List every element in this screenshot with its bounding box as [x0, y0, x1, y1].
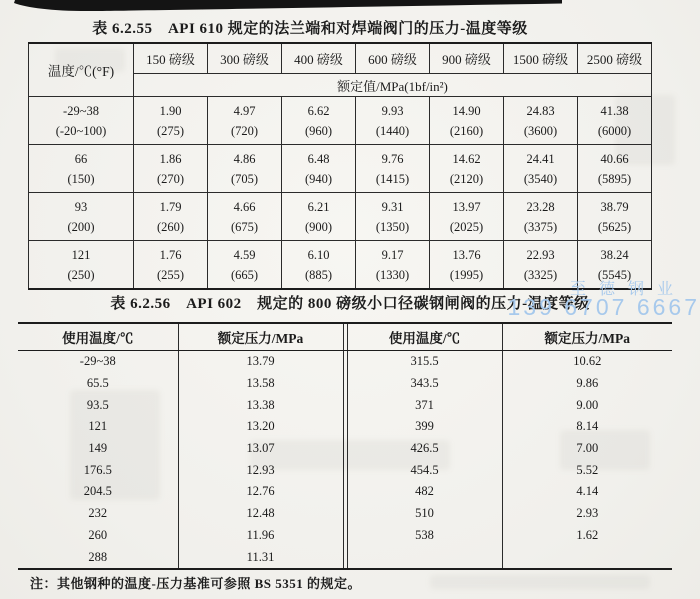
class-header-cell: 600 磅级	[356, 43, 430, 74]
value-cell	[578, 97, 652, 145]
pressure-temperature-rating-table-api602	[18, 322, 672, 570]
table-row	[29, 43, 652, 74]
psi-value: (665)	[230, 267, 259, 282]
temp-cell: 538	[415, 527, 434, 542]
value-cell	[504, 193, 578, 241]
mpa-value: 22.93	[526, 247, 555, 262]
psi-value: (270)	[156, 171, 185, 186]
pressure-cell: 4.14	[502, 481, 672, 503]
psi-value: (885)	[304, 267, 333, 282]
class-header-cell: 400 磅级	[282, 43, 356, 74]
mpa-value: 9.17	[381, 247, 404, 262]
value-cell	[208, 241, 282, 290]
mpa-value: 13.97	[452, 199, 481, 214]
pressure-cell: 12.93	[246, 462, 275, 477]
mpa-value: 9.31	[381, 199, 404, 214]
pressure-cell: 13.79	[246, 354, 275, 369]
bleedthrough-smudge	[430, 575, 650, 589]
mpa-value: 23.28	[526, 199, 555, 214]
psi-value: (1350)	[375, 219, 410, 234]
mpa-value: 9.76	[381, 151, 404, 166]
temp-f: (150)	[67, 171, 95, 186]
value-cell	[282, 145, 356, 193]
pressure-cell: 2.93	[502, 503, 672, 525]
mpa-value: 41.38	[600, 103, 629, 118]
pressure-cell	[502, 546, 672, 569]
psi-value: (960)	[304, 123, 333, 138]
psi-value: (3540)	[523, 171, 558, 186]
value-cell	[430, 97, 504, 145]
mpa-value: 14.90	[452, 103, 481, 118]
psi-value: (720)	[230, 123, 259, 138]
class-header-cell: 2500 磅级	[578, 43, 652, 74]
header-cell: 额定压力/MPa	[178, 323, 343, 351]
value-cell	[504, 97, 578, 145]
mpa-value: 1.76	[159, 247, 182, 262]
psi-value: (5895)	[597, 171, 632, 186]
mpa-value: 24.41	[526, 151, 555, 166]
table-row	[18, 394, 672, 416]
mpa-value: 4.59	[233, 247, 256, 262]
psi-value: (5625)	[597, 219, 632, 234]
pressure-cell: 11.96	[246, 527, 275, 542]
psi-value: (705)	[230, 171, 259, 186]
table2-title: 表 6.2.56 API 602 规定的 800 磅级小口径碳钢闸阀的压力-温度等级	[110, 296, 590, 312]
psi-value: (260)	[156, 219, 185, 234]
footnote: 注：其他钢种的温度-压力基准可参照 BS 5351 的规定。	[30, 576, 361, 591]
value-cell	[430, 193, 504, 241]
mpa-value: 1.86	[159, 151, 182, 166]
mpa-value: 1.79	[159, 199, 182, 214]
value-cell	[356, 241, 430, 290]
temp-cell: 149	[18, 438, 178, 460]
mpa-value: 38.24	[600, 247, 629, 262]
temp-cell: 371	[415, 397, 434, 412]
pressure-cell: 13.58	[246, 376, 275, 391]
temp-f: (250)	[67, 267, 95, 282]
mpa-value: 6.48	[307, 151, 330, 166]
temp-cell: 65.5	[18, 373, 178, 395]
mpa-value: 38.79	[600, 199, 629, 214]
header-cell: 使用温度/℃	[18, 323, 178, 351]
table-row	[18, 503, 672, 525]
value-cell	[430, 241, 504, 290]
header-cell: 额定压力/MPa	[502, 323, 672, 351]
psi-value: (2025)	[449, 219, 484, 234]
psi-value: (255)	[156, 267, 185, 282]
temp-cell: 454.5	[410, 462, 439, 477]
table-row	[18, 416, 672, 438]
temp-cell: 315.5	[410, 354, 439, 369]
table-row	[18, 323, 672, 351]
value-cell	[578, 193, 652, 241]
pressure-cell: 13.07	[246, 441, 275, 456]
temp-cell: 288	[18, 546, 178, 569]
pressure-cell: 12.48	[246, 506, 275, 521]
temp-cell: 176.5	[18, 459, 178, 481]
class-header-cell: 900 磅级	[430, 43, 504, 74]
value-cell	[208, 193, 282, 241]
mpa-value: 6.21	[307, 199, 330, 214]
psi-value: (3375)	[523, 219, 558, 234]
mpa-value: 4.97	[233, 103, 256, 118]
class-header-cell: 300 磅级	[208, 43, 282, 74]
temp-cell: -29~38	[18, 351, 178, 373]
temp-cell: 93.5	[18, 394, 178, 416]
psi-value: (6000)	[597, 123, 632, 138]
header-cell: 使用温度/℃	[347, 323, 502, 351]
value-cell	[282, 97, 356, 145]
table-row	[18, 546, 672, 569]
pressure-cell: 9.00	[502, 394, 672, 416]
table-row	[29, 241, 652, 290]
temp-cell	[29, 241, 134, 290]
table-row	[18, 438, 672, 460]
temp-c: 93	[74, 199, 88, 214]
psi-value: (2120)	[449, 171, 484, 186]
temp-cell: 121	[18, 416, 178, 438]
psi-value: (1415)	[375, 171, 410, 186]
rating-subheader-cell: 额定值/MPa(1bf/in²)	[134, 74, 652, 97]
psi-value: (1995)	[449, 267, 484, 282]
psi-value: (1440)	[375, 123, 410, 138]
temp-f: (200)	[67, 219, 95, 234]
table1-title: 表 6.2.55 API 610 规定的法兰端和对焊端阀门的压力-温度等级	[92, 21, 528, 37]
table-row	[18, 459, 672, 481]
pressure-cell: 8.14	[502, 416, 672, 438]
temp-cell: 343.5	[410, 376, 439, 391]
value-cell	[356, 193, 430, 241]
psi-value: (900)	[304, 219, 333, 234]
pressure-cell: 9.86	[502, 373, 672, 395]
value-cell	[134, 97, 208, 145]
temp-cell	[29, 193, 134, 241]
psi-value: (3600)	[523, 123, 558, 138]
mpa-value: 4.86	[233, 151, 256, 166]
temp-cell	[347, 546, 502, 569]
watermark-phone: 139 6707 6667	[507, 294, 700, 320]
temp-cell	[29, 145, 134, 193]
mpa-value: 6.10	[307, 247, 330, 262]
table-row	[18, 525, 672, 547]
psi-value: (5545)	[597, 267, 632, 282]
value-cell	[282, 193, 356, 241]
psi-value: (275)	[156, 123, 185, 138]
mpa-value: 4.66	[233, 199, 256, 214]
temp-cell: 204.5	[18, 481, 178, 503]
mpa-value: 13.76	[452, 247, 481, 262]
temp-cell: 482	[415, 484, 434, 499]
value-cell	[134, 241, 208, 290]
temp-cell: 232	[18, 503, 178, 525]
value-cell	[208, 97, 282, 145]
table-row	[18, 351, 672, 373]
pressure-temperature-rating-table-api610	[28, 42, 652, 290]
pressure-cell: 10.62	[502, 351, 672, 373]
temp-cell: 260	[18, 525, 178, 547]
temp-f: (-20~100)	[55, 123, 107, 138]
temp-cell: 426.5	[410, 441, 439, 456]
value-cell	[430, 145, 504, 193]
value-cell	[356, 97, 430, 145]
value-cell	[134, 193, 208, 241]
temp-cell: 399	[415, 419, 434, 434]
value-cell	[578, 145, 652, 193]
table-row	[18, 373, 672, 395]
pressure-cell: 5.52	[502, 459, 672, 481]
temp-header-cell: 温度/℃(°F)	[29, 43, 134, 97]
temp-cell	[29, 97, 134, 145]
table-row	[29, 145, 652, 193]
value-cell	[356, 145, 430, 193]
temp-cell: 510	[415, 506, 434, 521]
class-header-cell: 1500 磅级	[504, 43, 578, 74]
table-row	[29, 193, 652, 241]
mpa-value: 24.83	[526, 103, 555, 118]
value-cell	[134, 145, 208, 193]
pressure-cell: 1.62	[502, 525, 672, 547]
temp-c: 121	[71, 247, 91, 262]
pressure-cell: 13.20	[246, 419, 275, 434]
mpa-value: 9.93	[381, 103, 404, 118]
mpa-value: 1.90	[159, 103, 182, 118]
psi-value: (940)	[304, 171, 333, 186]
psi-value: (1330)	[375, 267, 410, 282]
value-cell	[208, 145, 282, 193]
value-cell	[504, 241, 578, 290]
scan-edge-artifact	[0, 0, 700, 18]
pressure-cell: 13.38	[246, 397, 275, 412]
value-cell	[282, 241, 356, 290]
pressure-cell: 12.76	[246, 484, 275, 499]
watermark-company: 至德钢业	[569, 281, 686, 298]
pressure-cell: 7.00	[502, 438, 672, 460]
pressure-cell: 11.31	[246, 549, 275, 564]
mpa-value: 14.62	[452, 151, 481, 166]
value-cell	[504, 145, 578, 193]
class-header-cell: 150 磅级	[134, 43, 208, 74]
mpa-value: 6.62	[307, 103, 330, 118]
psi-value: (675)	[230, 219, 259, 234]
temp-c: -29~38	[63, 103, 99, 118]
mpa-value: 40.66	[600, 151, 629, 166]
table-row	[29, 97, 652, 145]
psi-value: (2160)	[449, 123, 484, 138]
table-row	[18, 481, 672, 503]
psi-value: (3325)	[523, 267, 558, 282]
temp-c: 66	[74, 151, 88, 166]
